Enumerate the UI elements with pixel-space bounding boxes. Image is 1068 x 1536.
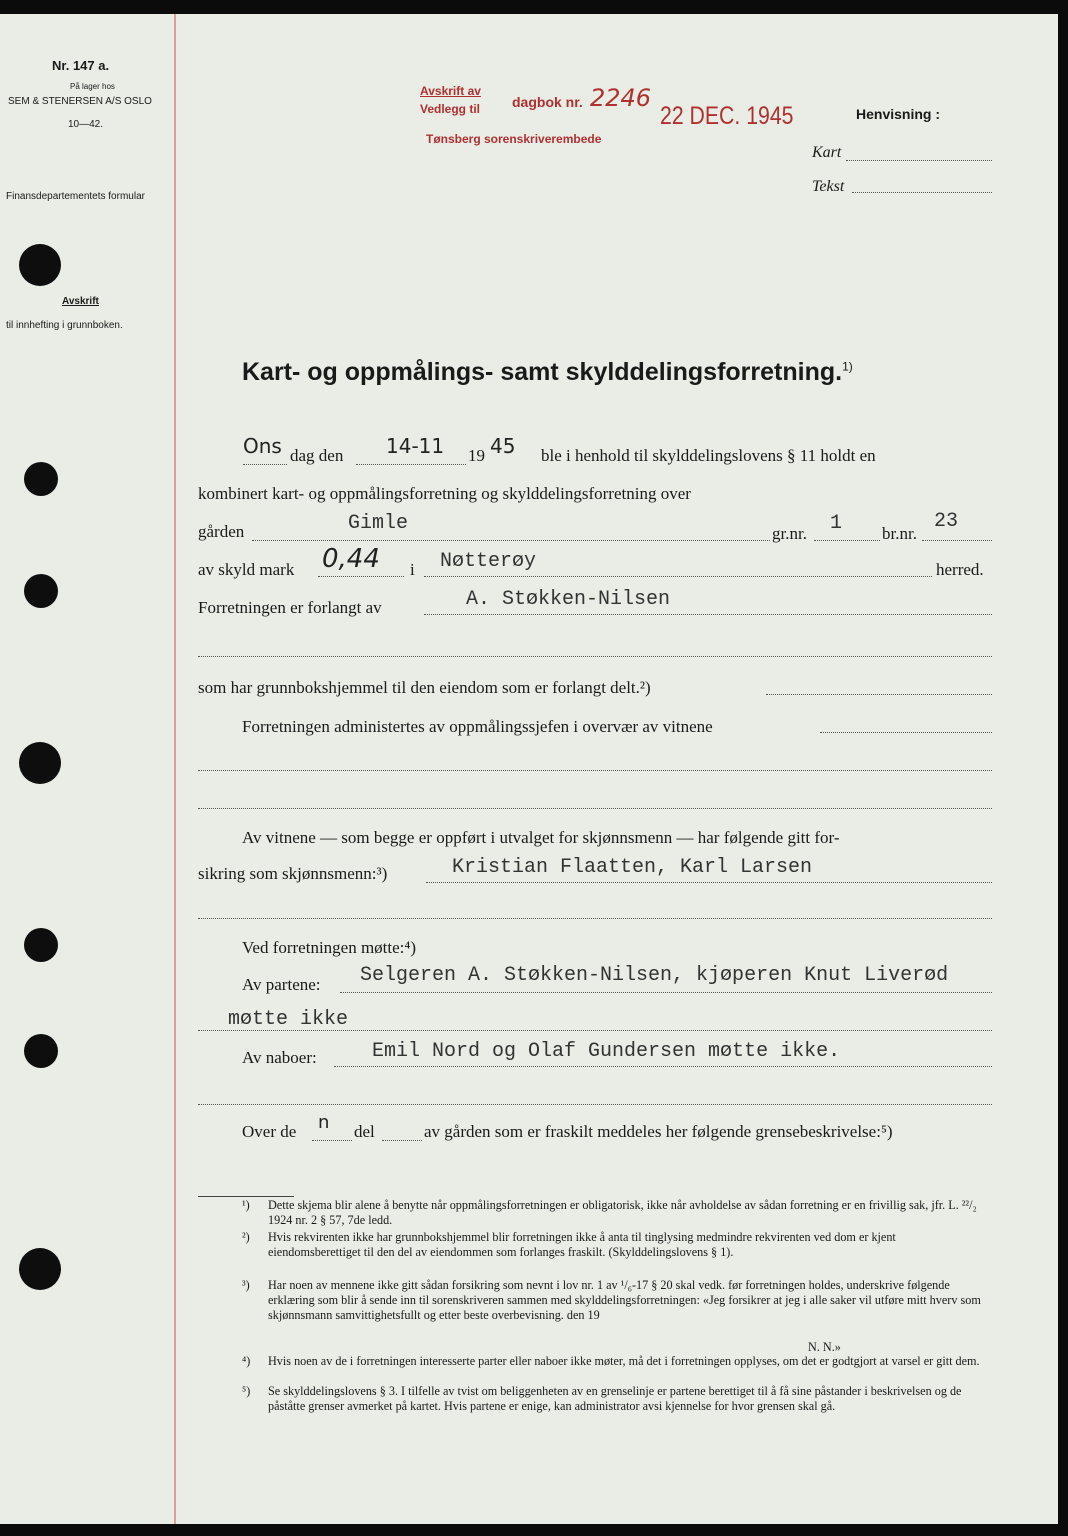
- appraisers-names: Kristian Flaatten, Karl Larsen: [452, 856, 813, 879]
- requester-label: Forretningen er forlangt av: [198, 598, 382, 617]
- footnote-3: ³) Har noen av mennene ikke gitt sådan forsikring som nevnt i lov nr. 1 av ¹/₆-17 § 20 skal vedk. før forretningen holdes, underskrive følgende erklæring som blir å sende inn til sorenskriveren sammen med skylddelingsforretningen: «Jeg forsikrer at jeg i alle saker vil utføre mitt hverv som skjønnsmann samvittighetsfullt og etter beste overbevisning. den 19: [242, 1278, 981, 1322]
- stamp-copy-of: Avskrift av: [420, 84, 481, 98]
- footnote-1: ¹) Dette skjema blir alene å benytte når oppmålingsforretningen er obligatorisk, ikke når avholdelse av sådan forretning er en frivillig sak, jfr. L. ²²/₂ 1924 nr. 2 § 57, 7de ledd.: [242, 1198, 977, 1227]
- municipality-name: Nøtterøy: [440, 550, 537, 573]
- brnr-label: br.nr.: [882, 524, 917, 543]
- punch-hole: [24, 462, 58, 496]
- footnote-4: ⁴) Hvis noen av de i forretningen interesserte parter eller naboer ikke møter, må det i forretningen opplyses, om det er godtgjort at varsel er gitt dem.: [242, 1354, 980, 1368]
- footnote-rule: [198, 1196, 294, 1197]
- form-owner: Finansdepartementets formular: [6, 191, 145, 202]
- dag-den-label: dag den: [290, 446, 344, 465]
- skyld-value: 0,44: [322, 544, 380, 574]
- i-label: i: [410, 560, 415, 579]
- stamp-attachment: Vedlegg til: [420, 102, 481, 116]
- weekday: Ons: [243, 434, 282, 458]
- title-holder-line: som har grunnbokshjemmel til den eiendom som er forlangt delt.²): [198, 678, 651, 697]
- herred-label: herred.: [936, 560, 984, 579]
- margin-rule: [174, 14, 176, 1524]
- stamp-office: Tønsberg sorenskriverembede: [426, 132, 602, 146]
- punch-hole: [19, 244, 61, 286]
- map-label: Kart: [812, 144, 842, 161]
- punch-hole: [19, 1248, 61, 1290]
- punch-hole: [19, 742, 61, 784]
- dagbok-label: dagbok nr.: [512, 94, 583, 110]
- farm-name: Gimle: [348, 512, 409, 535]
- punch-hole: [24, 1034, 58, 1068]
- requester-name: A. Støkken-Nilsen: [466, 588, 671, 611]
- meeting-date: 14-11: [386, 434, 445, 458]
- brnr-value: 23: [934, 510, 959, 533]
- punch-hole: [24, 574, 58, 608]
- reference-label: Henvisning :: [856, 106, 941, 122]
- parties-value-cont: møtte ikke: [228, 1008, 349, 1031]
- boundary-label-1: Over de: [242, 1122, 297, 1141]
- year-prefix: 19: [468, 446, 485, 465]
- administered-line: Forretningen administertes av oppmålingssjefen i overvær av vitnene: [242, 717, 713, 736]
- document-page: [0, 14, 1058, 1524]
- boundary-part-suffix: n: [318, 1112, 330, 1133]
- boundary-label-2: del: [354, 1122, 375, 1141]
- intro-line-2: kombinert kart- og oppmålingsforretning og skylddelingsforretning over: [198, 484, 691, 503]
- footnote-2: ²) Hvis rekvirenten ikke har grunnbokshjemmel blir forretningen ikke å anta til tinglysing medmindre rekvirenten ved dom er kjent eiendomsberettiget til den del av eiendommen som forlanges fraskilt. (Skylddelingslovens § 1).: [242, 1230, 896, 1259]
- copy-note: til innhefting i grunnboken.: [6, 320, 123, 331]
- print-code: 10—42.: [68, 119, 104, 130]
- skyld-label: av skyld mark: [198, 560, 295, 579]
- parties-label: Av partene:: [242, 975, 321, 994]
- grnr-label: gr.nr.: [772, 524, 807, 543]
- footnote-3-signature: N. N.»: [808, 1340, 841, 1354]
- neighbours-value: Emil Nord og Olaf Gundersen møtte ikke.: [372, 1040, 841, 1063]
- intro-text: ble i henhold til skylddelingslovens § 11 holdt en: [541, 446, 876, 465]
- grnr-value: 1: [830, 512, 843, 535]
- boundary-label-3: av gården som er fraskilt meddeles her følgende grensebeskrivelse:⁵): [424, 1122, 893, 1141]
- copy-label: Avskrift: [62, 296, 99, 307]
- footnote-5: ⁵) Se skylddelingslovens § 3. I tilfelle av tvist om beliggenheten av en grenselinje er partene berettiget til å få sine påstander i beskrivelsen og de påståtte grenser avmerket på kartet. Hvis partene er enige, kan administrator avsi kjennelse for hvor grensen skal gå.: [242, 1384, 962, 1413]
- dagbok-number: 2246: [590, 84, 652, 112]
- witnesses-line: Av vitnene — som begge er oppført i utvalget for skjønnsmenn — har følgende gitt for-: [242, 828, 840, 847]
- parties-value: Selgeren A. Støkken-Nilsen, kjøperen Knut Liverød: [360, 964, 949, 987]
- text-label: Tekst: [812, 178, 845, 195]
- publisher-name: SEM & STENERSEN A/S OSLO: [8, 96, 152, 107]
- date-stamp: 22 DEC. 1945: [660, 102, 794, 130]
- page-title: Kart- og oppmålings- samt skylddelingsforretning.$^{1)}$: [242, 358, 853, 386]
- appraisers-label: sikring som skjønnsmenn:³): [198, 864, 388, 883]
- publisher-line: På lager hos: [70, 82, 115, 91]
- neighbours-label: Av naboer:: [242, 1048, 317, 1067]
- attended-label: Ved forretningen møtte:⁴): [242, 938, 416, 957]
- farm-label: gården: [198, 522, 245, 541]
- year-suffix: 45: [490, 434, 516, 458]
- form-number: Nr. 147 a.: [52, 58, 110, 73]
- punch-hole: [24, 928, 58, 962]
